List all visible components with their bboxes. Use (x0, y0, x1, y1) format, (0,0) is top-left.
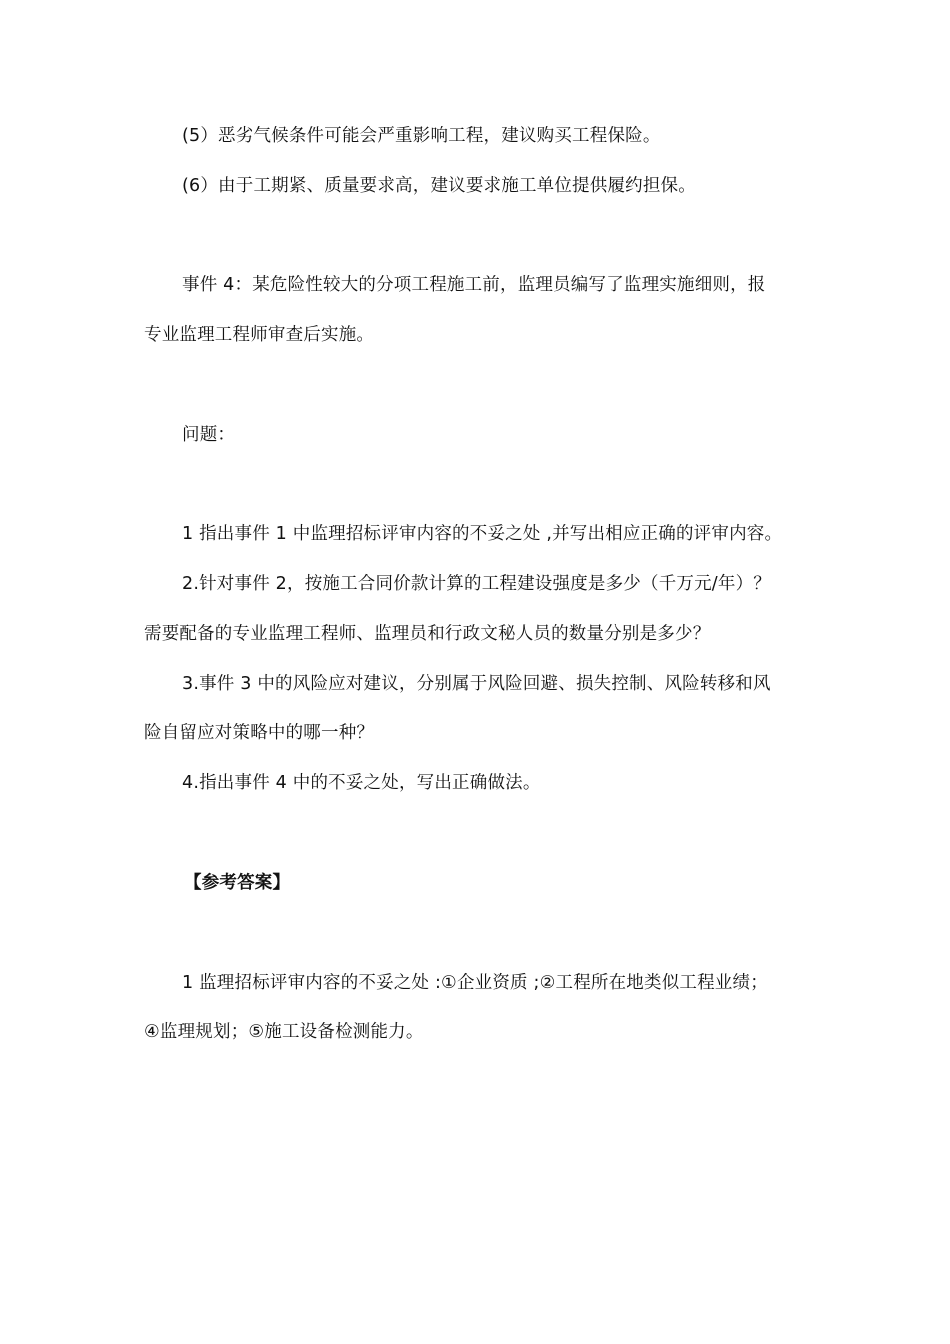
question-4: 4.指出事件 4 中的不妥之处，写出正确做法。 (182, 773, 541, 793)
measure-5: (5）恶劣气候条件可能会严重影响工程，建议购买工程保险。 (182, 126, 661, 146)
measure-6: (6）由于工期紧、质量要求高，建议要求施工单位提供履约担保。 (182, 176, 696, 196)
question-2-line1: 2.针对事件 2，按施工合同价款计算的工程建设强度是多少（千万元/年）？ (182, 574, 771, 594)
question-2-line2: 需要配备的专业监理工程师、监理员和行政文秘人员的数量分别是多少？ (144, 624, 711, 644)
event4-line1: 事件 4：某危险性较大的分项工程施工前，监理员编写了监理实施细则，报 (182, 275, 766, 295)
event4-line2: 专业监理工程师审查后实施。 (144, 325, 375, 345)
answer-heading: 【参考答案】 (184, 873, 291, 893)
questions-heading: 问题： (182, 425, 236, 445)
answer-line1: 1 监理招标评审内容的不妥之处 :①企业资质 ;②工程所在地类似工程业绩； (182, 973, 768, 993)
question-1: 1 指出事件 1 中监理招标评审内容的不妥之处 ,并写出相应正确的评审内容。 (182, 524, 783, 544)
question-3-line1: 3.事件 3 中的风险应对建议，分别属于风险回避、损失控制、风险转移和风 (182, 674, 771, 694)
question-3-line2: 险自留应对策略中的哪一种？ (144, 723, 375, 743)
answer-line2: ④监理规划；⑤施工设备检测能力。 (144, 1022, 424, 1042)
